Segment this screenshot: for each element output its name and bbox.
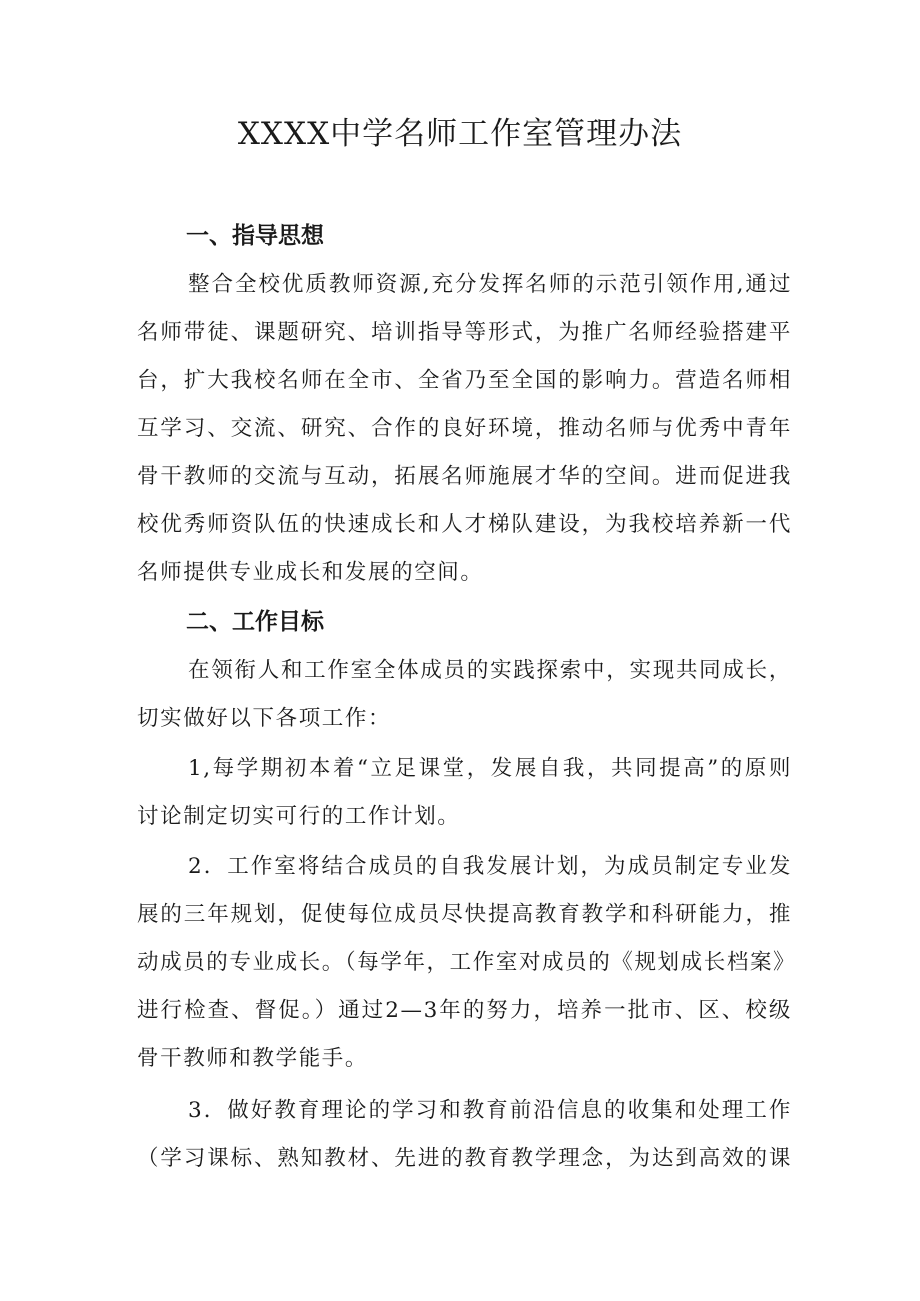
paragraph-line: 台，扩大我校名师在全市、全省乃至全国的影响力。营造名师相 <box>137 368 792 393</box>
paragraph-line: 名师提供专业成长和发展的空间。 <box>137 560 484 585</box>
paragraph-line: 进行检查、督促。）通过2—3年的努力，培养一批市、区、校级 <box>137 998 792 1023</box>
paragraph-line: 名师带徒、课题研究、培训指导等形式，为推广名师经验搭建平 <box>137 320 792 345</box>
paragraph-line: 骨干教师和教学能手。 <box>137 1046 369 1071</box>
paragraph-line: 讨论制定切实可行的工作计划。 <box>137 804 461 829</box>
paragraph-line: 展的三年规划，促使每位成员尽快提高教育教学和科研能力，推 <box>137 902 792 927</box>
section-heading-guiding-ideology: 一、指导思想 <box>186 223 324 249</box>
paragraph-line: 校优秀师资队伍的快速成长和人才梯队建设，为我校培养新一代 <box>137 512 792 537</box>
paragraph-line: 切实做好以下各项工作： <box>137 706 392 731</box>
section-heading-work-goals: 二、工作目标 <box>186 609 324 635</box>
paragraph-line: （学习课标、熟知教材、先进的教育教学理念，为达到高效的课 <box>137 1146 792 1171</box>
paragraph-line: 整合全校优质教师资源,充分发挥名师的示范引领作用,通过 <box>188 272 792 297</box>
paragraph-line: 在领衔人和工作室全体成员的实践探索中，实现共同成长， <box>188 658 792 683</box>
paragraph-line: 1,每学期初本着“立足课堂，发展自我，共同提高”的原则 <box>188 756 792 781</box>
paragraph-line: 互学习、交流、研究、合作的良好环境，推动名师与优秀中青年 <box>137 416 792 441</box>
paragraph-line: 动成员的专业成长。（每学年，工作室对成员的《规划成长档案》 <box>137 950 797 975</box>
paragraph-line: 2．工作室将结合成员的自我发展计划，为成员制定专业发 <box>188 854 792 879</box>
paragraph-line: 骨干教师的交流与互动，拓展名师施展才华的空间。进而促进我 <box>137 464 792 489</box>
paragraph-line: 3．做好教育理论的学习和教育前沿信息的收集和处理工作 <box>188 1098 792 1123</box>
document-title: XXXX中学名师工作室管理办法 <box>237 116 683 152</box>
